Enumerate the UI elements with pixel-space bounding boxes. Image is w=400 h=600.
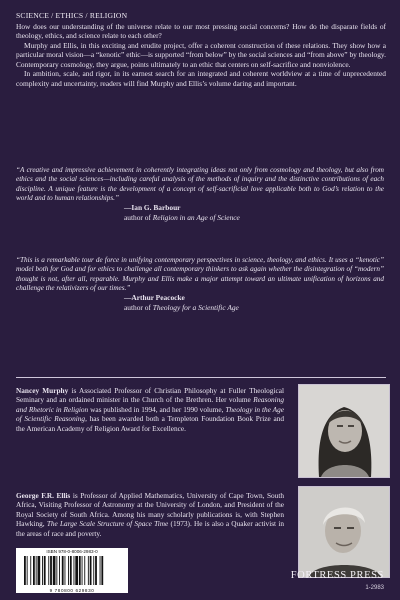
barcode-bar xyxy=(88,556,89,585)
endorser-name: —Ian G. Barbour xyxy=(124,203,181,213)
barcode-bar xyxy=(53,556,56,585)
barcode-bar xyxy=(27,556,28,585)
barcode-bar xyxy=(84,556,85,585)
barcode-bar xyxy=(38,556,41,585)
barcode-bar xyxy=(30,556,31,585)
endorser-credit: author of Religion in an Age of Science xyxy=(124,212,240,222)
barcode-bar xyxy=(62,556,64,585)
endorsement-text: “This is a remarkable tour de force in unifying contemporary perspectives in science, theology, and ethics. It uses a “kenotic” model both for God and for ethics to challenge all contemporary thinkers to ask again whether the disintegration of “modern” thought is not, after all, reparable. Murphy and Ellis make a major attempt toward an ultimate unification of horizons and challenge the relativizers of our times.” xyxy=(16,256,384,293)
barcode-bar xyxy=(33,556,35,585)
isbn-label: ISBN 978-0-8006-2983-0 xyxy=(46,549,98,554)
barcode-bar xyxy=(70,556,72,585)
barcode-bar xyxy=(36,556,37,585)
barcode-bar xyxy=(74,556,75,585)
barcode-bar xyxy=(65,556,66,585)
bio-name: George F.R. Ellis xyxy=(16,491,71,500)
endorsement-attribution xyxy=(124,203,384,222)
barcode-bar xyxy=(56,556,57,585)
barcode-bar xyxy=(93,556,94,585)
intro-blurb xyxy=(16,22,386,88)
author-photo-murphy xyxy=(298,384,390,478)
barcode-bar xyxy=(79,556,81,585)
barcode-bar xyxy=(68,556,69,585)
barcode-bar xyxy=(101,556,103,585)
barcode xyxy=(16,548,128,593)
endorsement-barbour xyxy=(16,166,384,222)
endorser-name: —Arthur Peacocke xyxy=(124,293,185,303)
barcode-bar xyxy=(75,556,78,585)
barcode-bar xyxy=(90,556,92,585)
endorser-book-title: Theology for a Scientific Age xyxy=(152,302,239,312)
barcode-bar xyxy=(82,556,83,585)
bio-murphy: Nancey Murphy is Associated Professor of Christian Philosophy at Fuller Theological Seminary and an ordained minister in the Church of the Brethren. Her volume Reasoning and Rhetoric in Religion was published in 1994, and her 1990 volume, Theology in the Age of Scientific Reasoning, has been awarded both a Templeton Foundation Book Prize and the American Academy of Religion Award for Excellence. xyxy=(16,386,284,433)
barcode-bar xyxy=(100,556,101,585)
barcode-bar xyxy=(95,556,97,585)
bio-ellis: George F.R. Ellis is Professor of Applied Mathematics, University of Cape Town, South Africa, Visiting Professor of Astronomy at the University of London, and President of the Royal Society of South Africa. Among his many scholarly publications is, with Stephen Hawking, The Large Scale Structure of Space Time (1973). He is also a Quaker activist in the areas of race and poverty. xyxy=(16,491,284,538)
category-line: SCIENCE / ETHICS / RELIGION xyxy=(16,11,128,20)
intro-paragraph-1: How does our understanding of the universe relate to our most pressing social concerns? How do the disparate fields of theology, ethics, and science relate to each other? xyxy=(16,22,386,41)
barcode-bars xyxy=(16,548,128,593)
barcode-bar xyxy=(50,556,52,585)
publisher-name: FORTRESS PRESS xyxy=(290,570,384,581)
endorsement-peacocke xyxy=(16,256,384,312)
intro-paragraph-3: In ambition, scale, and rigor, in its earnest search for an integrated and coherent worldview at a time of unprecedented complexity and uncertainty, readers will find Murphy and Ellis’s volume daring and important. xyxy=(16,69,386,88)
barcode-bar xyxy=(59,556,60,585)
barcode-number: 9 780800 629830 xyxy=(49,588,95,593)
barcode-bar xyxy=(24,556,26,585)
endorser-book-title: Religion in an Age of Science xyxy=(152,212,240,222)
intro-paragraph-2: Murphy and Ellis, in this exciting and erudite project, offer a coherent construction of these relations. They show how a particular moral vision—a “kenotic” ethic—is supported “from below” by the social sciences and “from above” by theology. Contemporary cosmology, they argue, points ultimately to an ethic that centers on self-sacrifice and nonviolence. xyxy=(16,40,386,69)
divider-line xyxy=(16,377,386,378)
endorser-credit: author of Theology for a Scientific Age xyxy=(124,302,239,312)
barcode-bar xyxy=(42,556,43,585)
barcode-bar xyxy=(48,556,49,585)
endorsement-text: “A creative and impressive achievement in coherently integrating ideas not only from cosmology and theology, but also from ethics and the social sciences—including careful analysis of the methods of inquiry and the distinctive contributions of each discipline. A unique feature is the development of a concept of self-sacrificial love applicable both to God’s relation to the world and to human relationships.” xyxy=(16,166,384,203)
author-photo-ellis xyxy=(298,486,390,578)
publisher-code: 1-2983 xyxy=(365,585,384,591)
barcode-bar xyxy=(44,556,46,585)
endorsement-attribution xyxy=(124,293,384,312)
bio-name: Nancey Murphy xyxy=(16,386,69,395)
